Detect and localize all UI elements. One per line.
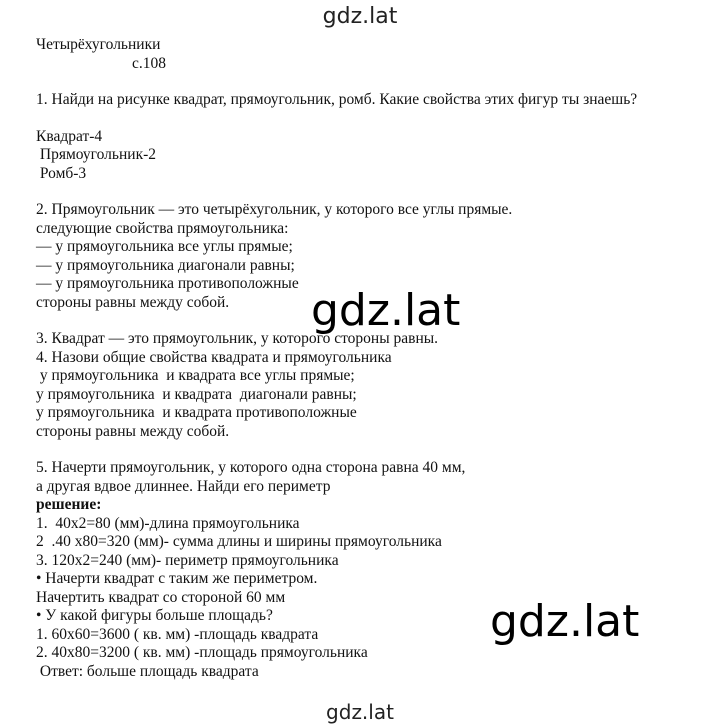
solution-line: • У какой фигуры больше площадь? bbox=[36, 607, 273, 624]
question-2-line: — у прямоугольника диагонали равны; bbox=[36, 256, 295, 274]
solution-line: 1. 60x60=3600 ( кв. мм) -площадь квадрата bbox=[36, 625, 319, 643]
question-2-line: — у прямоугольника противоположные bbox=[36, 275, 299, 292]
question-5-line: а другая вдвое длиннее. Найди его периметр bbox=[36, 477, 331, 495]
watermark-top: gdz.lat bbox=[322, 4, 398, 29]
question-4-line: у прямоугольника и квадрата диагонали равны; bbox=[36, 385, 357, 403]
question-1: 1. Найди на рисунке квадрат, прямоугольник, ромб. Какие свойства этих фигур ты знаешь? bbox=[36, 91, 638, 108]
watermark-bottom: gdz.lat bbox=[326, 700, 394, 724]
question-4-line: у прямоугольника и квадрата противоположные bbox=[36, 404, 357, 421]
watermark-middle: gdz.lat bbox=[311, 285, 461, 336]
solution-line: 2. 40x80=3200 ( кв. мм) -площадь прямоугольника bbox=[36, 644, 368, 661]
answer-line: Ромб-3 bbox=[36, 164, 87, 182]
question-4-line: 4. Назови общие свойства квадрата и прямоугольника bbox=[36, 348, 392, 366]
solution-line: Начертить квадрат со стороной 60 мм bbox=[36, 588, 286, 606]
question-2-line: 2. Прямоугольник — это четырёхугольник, у которого все углы прямые. bbox=[36, 201, 513, 218]
solution-line: 1. 40x2=80 (мм)-длина прямоугольника bbox=[36, 514, 300, 532]
solution-line: 2 .40 x80=320 (мм)- сумма длины и ширины прямоугольника bbox=[36, 533, 442, 550]
solution-label: решение: bbox=[36, 496, 102, 513]
solution-line: 3. 120x2=240 (мм)- периметр прямоугольника bbox=[36, 551, 339, 569]
answer-line: Прямоугольник-2 bbox=[36, 146, 157, 163]
document-body bbox=[36, 36, 696, 681]
watermark-right: gdz.lat bbox=[490, 596, 640, 647]
doc-title: Четырёхугольники bbox=[36, 36, 161, 53]
solution-line: • Начерти квадрат с таким же периметром. bbox=[36, 570, 318, 587]
question-4-line: стороны равны между собой. bbox=[36, 422, 230, 440]
question-2-line: — у прямоугольника все углы прямые; bbox=[36, 238, 293, 255]
question-2-line: стороны равны между собой. bbox=[36, 293, 230, 311]
solution-line: Ответ: больше площадь квадрата bbox=[36, 662, 259, 680]
question-5-line: 5. Начерти прямоугольник, у которого одна сторона равна 40 мм, bbox=[36, 459, 466, 476]
question-2-line: следующие свойства прямоугольника: bbox=[36, 219, 289, 237]
question-4-line: у прямоугольника и квадрата все углы прямые; bbox=[36, 367, 355, 384]
page-number: с.108 bbox=[132, 54, 167, 72]
answer-line: Квадрат-4 bbox=[36, 127, 103, 145]
question-3-line: 3. Квадрат — это прямоугольник, у которого стороны равны. bbox=[36, 330, 439, 347]
